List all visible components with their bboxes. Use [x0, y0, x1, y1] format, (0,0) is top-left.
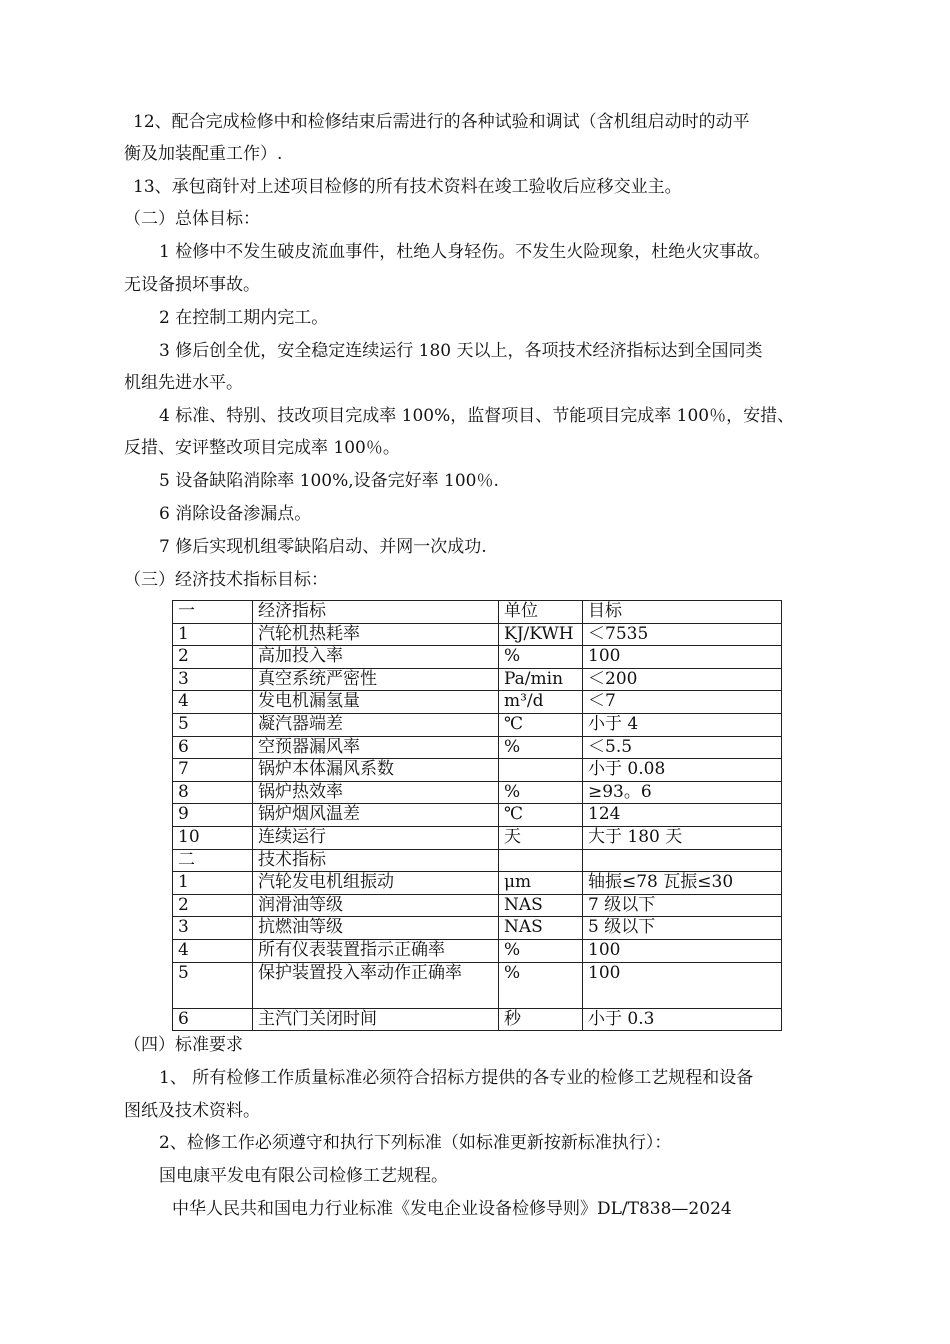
table-cell-index: 5 [173, 962, 253, 1008]
table-cell-target: ＜7535 [583, 623, 782, 646]
table-cell-index: 7 [173, 759, 253, 782]
table-cell-target: 7 级以下 [583, 894, 782, 917]
table-cell-unit: 秒 [499, 1008, 583, 1031]
header-cell-indicator: 经济指标 [253, 601, 499, 624]
paragraph-item-12-cont: 衡及加装配重工作）. [124, 144, 283, 164]
table-cell-indicator: 锅炉烟风温差 [253, 804, 499, 827]
table-cell-index: 10 [173, 826, 253, 849]
table-cell-unit: Pa/min [499, 668, 583, 691]
table-cell-index: 4 [173, 691, 253, 714]
table-cell-unit: m³/d [499, 691, 583, 714]
goal-4: 4 标准、特别、技改项目完成率 100%，监督项目、节能项目完成率 100％，安措、 [159, 406, 795, 426]
header-cell-index: 一 [173, 601, 253, 624]
table-cell-unit: % [499, 736, 583, 759]
table-row [173, 894, 782, 917]
table-row [173, 781, 782, 804]
table-cell-indicator: 空预器漏风率 [253, 736, 499, 759]
goal-6: 6 消除设备渗漏点。 [159, 504, 312, 524]
goal-4-cont: 反措、安评整改项目完成率 100％。 [124, 438, 400, 458]
indicators-table-body [173, 601, 782, 1031]
table-cell-unit: 天 [499, 826, 583, 849]
header-cell-unit: 单位 [499, 601, 583, 624]
table-row [173, 1008, 782, 1031]
table-cell-indicator: 主汽门关闭时间 [253, 1008, 499, 1031]
section-heading-economic-technical-indicators: （三）经济技术指标目标： [124, 570, 328, 590]
table-row [173, 736, 782, 759]
table-cell-unit: % [499, 939, 583, 962]
table-cell-indicator: 抗燃油等级 [253, 917, 499, 940]
header-cell-target: 目标 [583, 601, 782, 624]
table-cell-index: 二 [173, 849, 253, 872]
indicators-table [172, 600, 782, 1031]
goal-5: 5 设备缺陷消除率 100%,设备完好率 100％. [159, 471, 499, 491]
table-cell-index: 3 [173, 917, 253, 940]
table-cell-index: 3 [173, 668, 253, 691]
table-row [173, 804, 782, 827]
table-cell-unit: NAS [499, 894, 583, 917]
table-cell-unit: NAS [499, 917, 583, 940]
table-cell-unit: μm [499, 872, 583, 895]
table-cell-indicator: 连续运行 [253, 826, 499, 849]
table-cell-target: 小于 4 [583, 713, 782, 736]
table-cell-index: 1 [173, 872, 253, 895]
table-row [173, 759, 782, 782]
section-heading-overall-goals: （二）总体目标： [124, 209, 260, 229]
table-cell-target: ≥93。6 [583, 781, 782, 804]
table-cell-indicator: 所有仪表装置指示正确率 [253, 939, 499, 962]
table-cell-unit: % [499, 781, 583, 804]
table-cell-indicator: 锅炉热效率 [253, 781, 499, 804]
table-cell-index: 6 [173, 1008, 253, 1031]
table-cell-target: 小于 0.08 [583, 759, 782, 782]
table-row [173, 691, 782, 714]
table-cell-index: 6 [173, 736, 253, 759]
table-cell-unit: % [499, 962, 583, 1008]
requirement-national-standard: 中华人民共和国电力行业标准《发电企业设备检修导则》DL/T838—2024 [172, 1199, 732, 1219]
table-cell-unit [499, 759, 583, 782]
table-cell-target: ＜200 [583, 668, 782, 691]
goal-7: 7 修后实现机组零缺陷启动、并网一次成功. [159, 537, 487, 557]
table-cell-target [583, 849, 782, 872]
goal-2: 2 在控制工期内完工。 [159, 308, 329, 328]
table-cell-index: 4 [173, 939, 253, 962]
table-cell-index: 2 [173, 646, 253, 669]
table-header-row [173, 601, 782, 624]
table-row [173, 939, 782, 962]
table-cell-index: 1 [173, 623, 253, 646]
table-cell-target: 小于 0.3 [583, 1008, 782, 1031]
table-cell-indicator: 凝汽器端差 [253, 713, 499, 736]
table-row [173, 646, 782, 669]
table-row [173, 849, 782, 872]
goal-3-cont: 机组先进水平。 [124, 373, 243, 393]
table-cell-unit: % [499, 646, 583, 669]
goal-3: 3 修后创全优，安全稳定连续运行 180 天以上，各项技术经济指标达到全国同类 [159, 341, 763, 361]
table-cell-indicator: 保护装置投入率动作正确率 [253, 962, 499, 1008]
table-cell-index: 9 [173, 804, 253, 827]
goal-1: 1 检修中不发生破皮流血事件，杜绝人身轻伤。不发生火险现象，杜绝火灾事故。 [159, 242, 771, 262]
table-row [173, 872, 782, 895]
requirement-2: 2、检修工作必须遵守和执行下列标准（如标准更新按新标准执行）： [159, 1133, 672, 1153]
section-heading-standard-requirements: （四）标准要求 [124, 1035, 243, 1055]
table-cell-target: 124 [583, 804, 782, 827]
table-cell-indicator: 汽轮机热耗率 [253, 623, 499, 646]
table-cell-indicator: 锅炉本体漏风系数 [253, 759, 499, 782]
paragraph-item-13: 13、承包商针对上述项目检修的所有技术资料在竣工验收后应移交业主。 [133, 177, 682, 197]
paragraph-item-12: 12、配合完成检修中和检修结束后需进行的各种试验和调试（含机组启动时的动平 [133, 112, 750, 132]
table-row [173, 962, 782, 1008]
table-cell-unit: KJ/KWH [499, 623, 583, 646]
table-cell-indicator: 高加投入率 [253, 646, 499, 669]
table-cell-target: 5 级以下 [583, 917, 782, 940]
table-cell-unit: ℃ [499, 713, 583, 736]
table-row [173, 713, 782, 736]
table-cell-indicator: 发电机漏氢量 [253, 691, 499, 714]
table-cell-target: 100 [583, 962, 782, 1008]
table-cell-target: ＜5.5 [583, 736, 782, 759]
table-cell-indicator: 真空系统严密性 [253, 668, 499, 691]
table-cell-target: 大于 180 天 [583, 826, 782, 849]
table-row [173, 917, 782, 940]
requirement-regulation: 国电康平发电有限公司检修工艺规程。 [159, 1166, 448, 1186]
table-row [173, 826, 782, 849]
requirement-1: 1、 所有检修工作质量标准必须符合招标方提供的各专业的检修工艺规程和设备 [159, 1068, 754, 1088]
table-cell-index: 2 [173, 894, 253, 917]
table-cell-index: 5 [173, 713, 253, 736]
table-cell-indicator: 汽轮发电机组振动 [253, 872, 499, 895]
table-cell-target: 100 [583, 646, 782, 669]
table-cell-unit [499, 849, 583, 872]
table-cell-target: ＜7 [583, 691, 782, 714]
table-cell-index: 8 [173, 781, 253, 804]
table-cell-indicator: 技术指标 [253, 849, 499, 872]
requirement-1-cont: 图纸及技术资料。 [124, 1101, 260, 1121]
table-cell-target: 100 [583, 939, 782, 962]
table-row [173, 623, 782, 646]
table-cell-unit: ℃ [499, 804, 583, 827]
goal-1-cont: 无设备损坏事故。 [124, 275, 260, 295]
table-row [173, 668, 782, 691]
table-cell-target: 轴振≤78 瓦振≤30 [583, 872, 782, 895]
table-cell-indicator: 润滑油等级 [253, 894, 499, 917]
